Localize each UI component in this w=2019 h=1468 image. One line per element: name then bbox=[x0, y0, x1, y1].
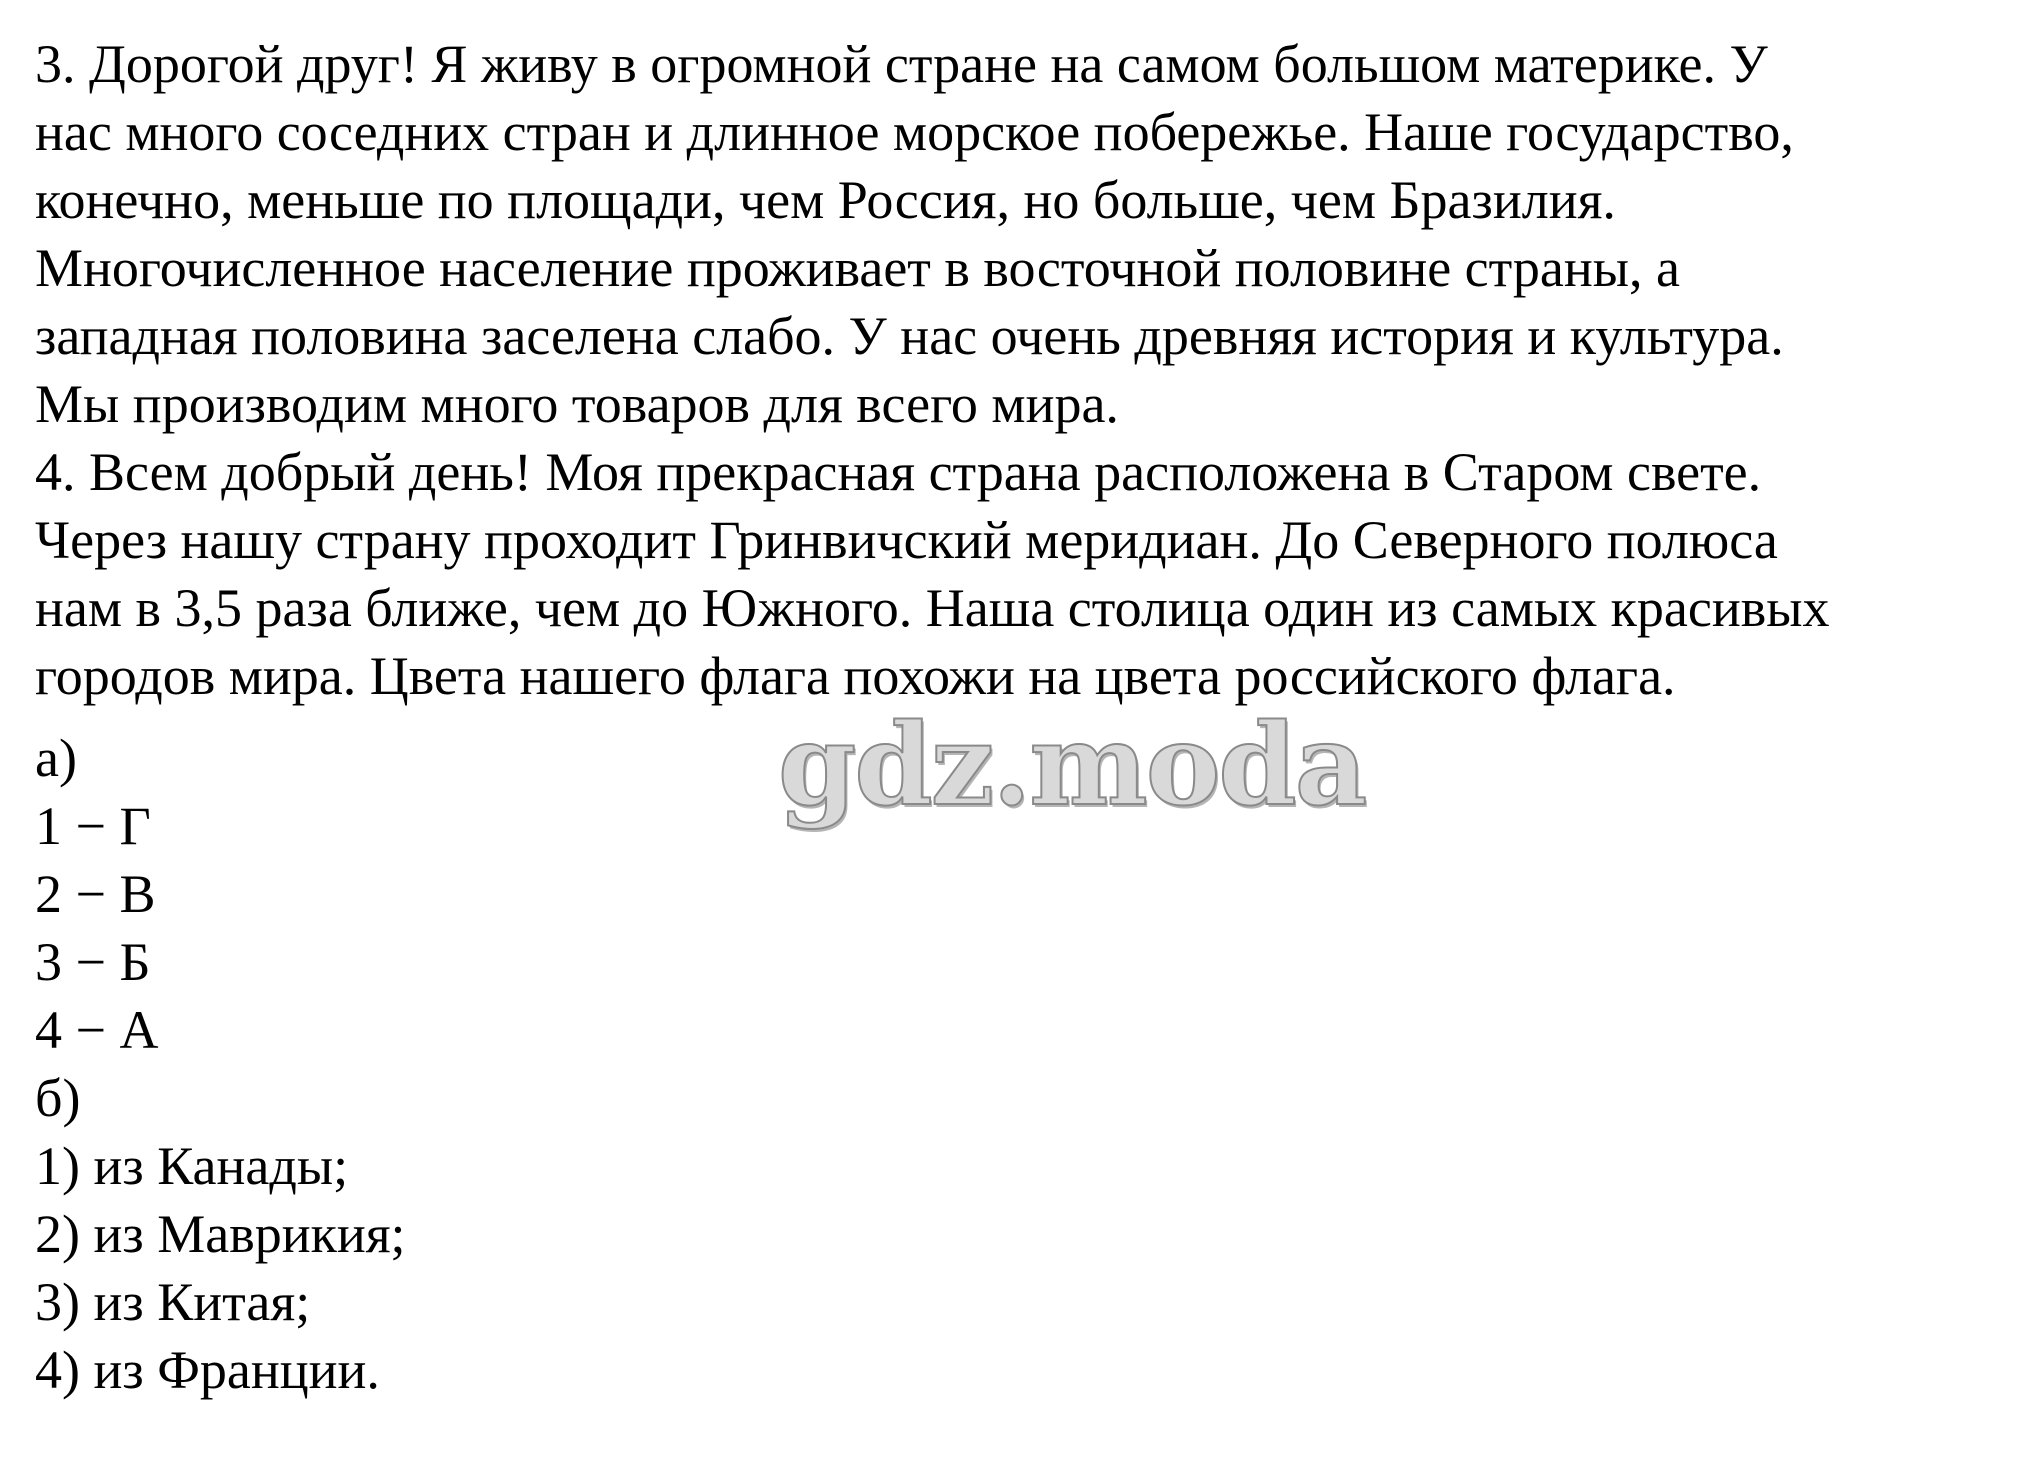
text-line: нам в 3,5 раза ближе, чем до Южного. Наша столица один из самых красивых bbox=[35, 578, 1830, 638]
answer-item: 3 − Б bbox=[35, 932, 151, 992]
text-line: западная половина заселена слабо. У нас очень древняя история и культура. bbox=[35, 306, 1784, 366]
text-line: Многочисленное население проживает в восточной половине страны, а bbox=[35, 238, 1681, 298]
text-line: городов мира. Цвета нашего флага похожи на цвета российского флага. bbox=[35, 646, 1676, 706]
paragraph-4 bbox=[35, 438, 2005, 710]
text-line: Мы производим много товаров для всего мира. bbox=[35, 374, 1119, 434]
watermark-logo: gdz.moda bbox=[778, 700, 1366, 831]
section-label: б) bbox=[35, 1068, 81, 1128]
answer-section-b bbox=[35, 1064, 2005, 1404]
text-line: 3. Дорогой друг! Я живу в огромной стране на самом большом материке. У bbox=[35, 34, 1768, 94]
text-line: 4. Всем добрый день! Моя прекрасная страна расположена в Старом свете. bbox=[35, 442, 1762, 502]
answer-item: 1) из Канады; bbox=[35, 1136, 349, 1196]
text-line: конечно, меньше по площади, чем Россия, но больше, чем Бразилия. bbox=[35, 170, 1616, 230]
answer-item: 2) из Маврикия; bbox=[35, 1204, 406, 1264]
answer-item: 3) из Китая; bbox=[35, 1272, 311, 1332]
answer-item: 2 − В bbox=[35, 864, 156, 924]
paragraph-3 bbox=[35, 30, 2005, 438]
section-label: а) bbox=[35, 728, 77, 788]
answer-item: 4 − А bbox=[35, 1000, 159, 1060]
answer-item: 1 − Г bbox=[35, 796, 151, 856]
text-line: Через нашу страну проходит Гринвичский меридиан. До Северного полюса bbox=[35, 510, 1778, 570]
answer-item: 4) из Франции. bbox=[35, 1340, 380, 1400]
text-line: нас много соседних стран и длинное морское побережье. Наше государство, bbox=[35, 102, 1794, 162]
